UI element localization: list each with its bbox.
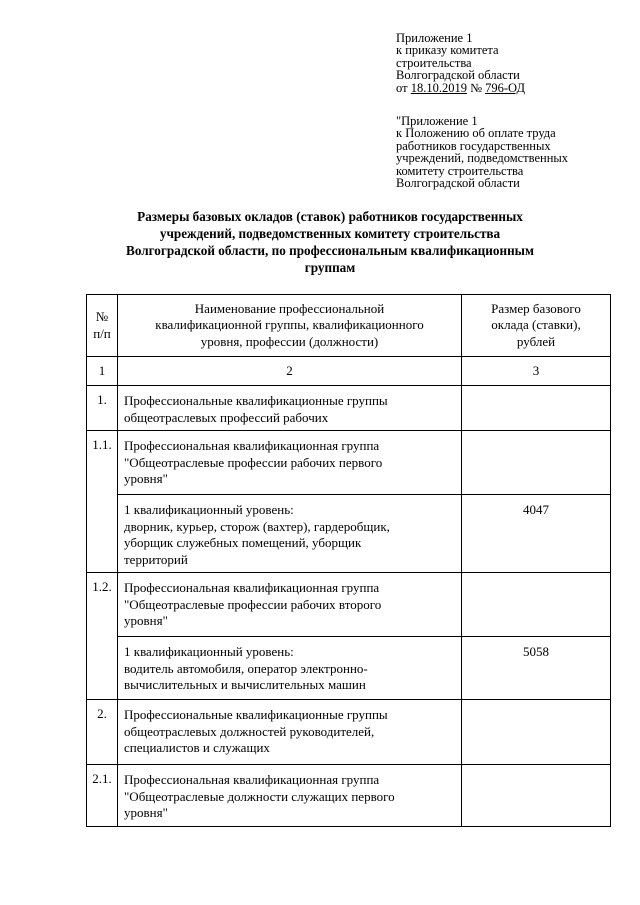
table-row (87, 431, 611, 495)
row-name (118, 573, 462, 637)
table-header-row (87, 295, 611, 357)
header-text: п/п (93, 325, 111, 341)
row-text: уровня" (124, 805, 168, 820)
stamp-line: к Положению об оплате труда (396, 126, 556, 141)
row-text: уборщик служебных помещений, уборщик (124, 535, 362, 550)
row-number: 2. (87, 700, 118, 765)
index-cell: 2 (118, 357, 462, 386)
row-text: Профессиональная квалификационная группа (124, 772, 380, 787)
table-row (87, 495, 611, 573)
approval-stamp-order (396, 32, 525, 94)
header-text: Наименование профессиональной (194, 300, 385, 316)
row-salary (462, 765, 611, 827)
row-name (118, 637, 462, 700)
row-text: уровня" (124, 471, 168, 486)
row-salary (462, 386, 611, 431)
title-line: учреждений, подведомственных комитету строительства (159, 226, 501, 241)
salary-table (86, 294, 611, 827)
stamp-line: комитету строительства (396, 163, 524, 178)
row-number: 1.1. (87, 431, 118, 573)
row-text: уровня" (124, 613, 168, 628)
row-text: 1 квалификационный уровень: (124, 502, 294, 517)
row-salary: 4047 (462, 495, 611, 573)
table-row (87, 573, 611, 637)
row-text: общеотраслевых должностей руководителей, (124, 723, 375, 739)
header-salary-cell (462, 295, 611, 357)
document-title (75, 208, 585, 276)
stamp-line: Волгоградской области (396, 176, 520, 191)
header-number-cell (87, 295, 118, 357)
row-text: Профессиональные квалификационные группы (124, 707, 388, 722)
row-salary (462, 700, 611, 765)
row-text: Профессиональная квалификационная группа (124, 580, 380, 595)
stamp-line: "Приложение 1 (396, 114, 478, 128)
table-row (87, 700, 611, 765)
stamp-line: к приказу комитета (396, 43, 499, 58)
row-text: Профессиональная квалификационная группа (124, 438, 380, 453)
row-text: вычислительных и вычислительных машин (124, 677, 366, 692)
row-number: 1. (87, 386, 118, 431)
index-cell: 3 (462, 357, 611, 386)
row-name (118, 431, 462, 495)
row-salary (462, 573, 611, 637)
row-salary: 5058 (462, 637, 611, 700)
title-line: группам (304, 260, 356, 275)
row-name (118, 495, 462, 573)
order-date-line (396, 82, 525, 94)
from-label: от (396, 80, 408, 95)
header-text: уровня, профессии (должности) (200, 333, 379, 349)
order-date: 18.10.2019 (410, 80, 467, 95)
row-text: водитель автомобиля, оператор электронно- (124, 660, 368, 676)
table-row (87, 637, 611, 700)
header-text: оклада (ставки), (491, 317, 581, 333)
header-text: № (95, 309, 109, 324)
row-name (118, 765, 462, 827)
row-text: общеотраслевых профессий рабочих (124, 409, 329, 425)
row-salary (462, 431, 611, 495)
stamp-line: учреждений, подведомственных (396, 151, 569, 166)
row-name (118, 700, 462, 765)
row-text: Профессиональные квалификационные группы (124, 393, 388, 408)
stamp-line: работников государственных (396, 138, 551, 153)
table-row (87, 765, 611, 827)
index-cell: 1 (87, 357, 118, 386)
title-line: Волгоградской области, по профессиональным квалификационным (126, 243, 534, 258)
row-number: 1.2. (87, 573, 118, 700)
row-text: "Общеотраслевые профессии рабочих второго (124, 596, 382, 612)
header-text: Размер базового (491, 300, 581, 316)
column-index-row (87, 357, 611, 386)
title-line: Размеры базовых окладов (ставок) работников государственных (137, 209, 523, 224)
table-row (87, 386, 611, 431)
row-text: 1 квалификационный уровень: (124, 644, 294, 659)
row-number: 2.1. (87, 765, 118, 827)
row-name (118, 386, 462, 431)
number-sign: № (470, 80, 482, 95)
stamp-line: строительства (396, 55, 472, 70)
row-text: "Общеотраслевые профессии рабочих первого (124, 454, 383, 470)
header-text: квалификационной группы, квалификационного (155, 317, 424, 333)
row-text: дворник, курьер, сторож (вахтер), гардеробщик, (124, 518, 390, 534)
stamp-line: Приложение 1 (396, 31, 473, 45)
header-name-cell (118, 295, 462, 357)
approval-stamp-regulation (396, 115, 568, 189)
row-text: "Общеотраслевые должности служащих первого (124, 788, 395, 804)
row-text: специалистов и служащих (124, 740, 270, 755)
row-text: территорий (124, 551, 188, 567)
order-number: 796-ОД (485, 80, 525, 95)
stamp-line: Волгоградской области (396, 68, 520, 83)
header-text: рублей (516, 333, 556, 349)
